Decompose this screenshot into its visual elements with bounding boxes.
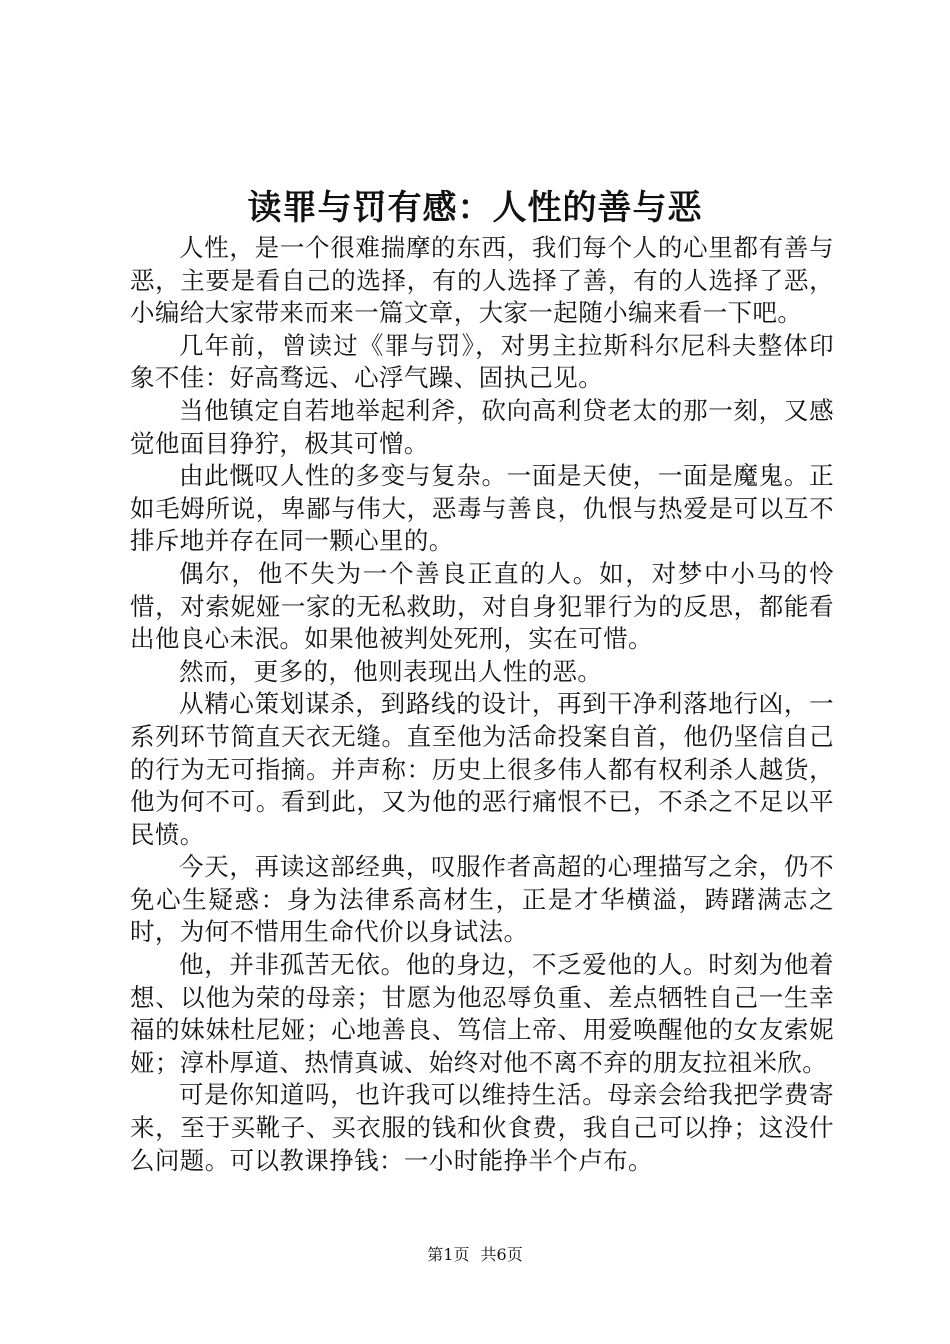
paragraph-10: 可是你知道吗，也许我可以维持生活。母亲会给我把学费寄来，至于买靴子、买衣服的钱和伙食费，我自己可以挣；这没什么问题。可以教课挣钱：一小时能挣半个卢布。: [130, 1080, 834, 1175]
paragraph-3: 当他镇定自若地举起利斧，砍向高利贷老太的那一刻，又感觉他面目狰狞，极其可憎。: [130, 395, 834, 458]
page-number: 第1页: [427, 1245, 470, 1264]
paragraph-2: 几年前，曾读过《罪与罚》，对男主拉斯科尔尼科夫整体印象不佳：好高骛远、心浮气躁、固执己见。: [130, 330, 834, 393]
paragraph-7: 从精心策划谋杀，到路线的设计，再到干净利落地行凶，一系列环节简直天衣无缝。直至他为活命投案自首，他仍坚信自己的行为无可指摘。并声称：历史上很多伟人都有权利杀人越货，他为何不可。看到此，又为他的恶行痛恨不已，不杀之不足以平民愤。: [130, 689, 834, 849]
document-title: 读罪与罚有感：人性的善与恶: [247, 188, 703, 228]
paragraph-6: 然而，更多的，他则表现出人性的恶。: [179, 656, 603, 686]
document-body: [130, 232, 834, 1177]
paragraph-8: 今天，再读这部经典，叹服作者高超的心理描写之余，仍不免心生疑惑：身为法律系高材生，正是才华横溢，踌躇满志之时，为何不惜用生命代价以身试法。: [130, 852, 834, 947]
paragraph-5: 偶尔，他不失为一个善良正直的人。如，对梦中小马的怜惜，对索妮娅一家的无私救助，对自身犯罪行为的反思，都能看出他良心未泯。如果他被判处死刑，实在可惜。: [130, 558, 834, 654]
paragraph-9: 他，并非孤苦无依。他的身边，不乏爱他的人。时刻为他着想、以他为荣的母亲；甘愿为他忍辱负重、差点牺牲自己一生幸福的妹妹杜尼娅；心地善良、笃信上帝、用爱唤醒他的女友索妮娅；淳朴厚道、热情真诚、始终对他不离不弃的朋友拉祖米欣。: [130, 950, 834, 1077]
page-total: 共6页: [480, 1245, 523, 1264]
paragraph-4: 由此慨叹人性的多变与复杂。一面是天使，一面是魔鬼。正如毛姆所说，卑鄙与伟大，恶毒与善良，仇恨与热爱是可以互不排斥地并存在同一颗心里的。: [130, 461, 834, 556]
paragraph-1: 人性，是一个很难揣摩的东西，我们每个人的心里都有善与恶，主要是看自己的选择，有的人选择了善，有的人选择了恶，小编给大家带来而来一篇文章，大家一起随小编来看一下吧。: [130, 233, 834, 328]
page-footer: [0, 1244, 950, 1266]
